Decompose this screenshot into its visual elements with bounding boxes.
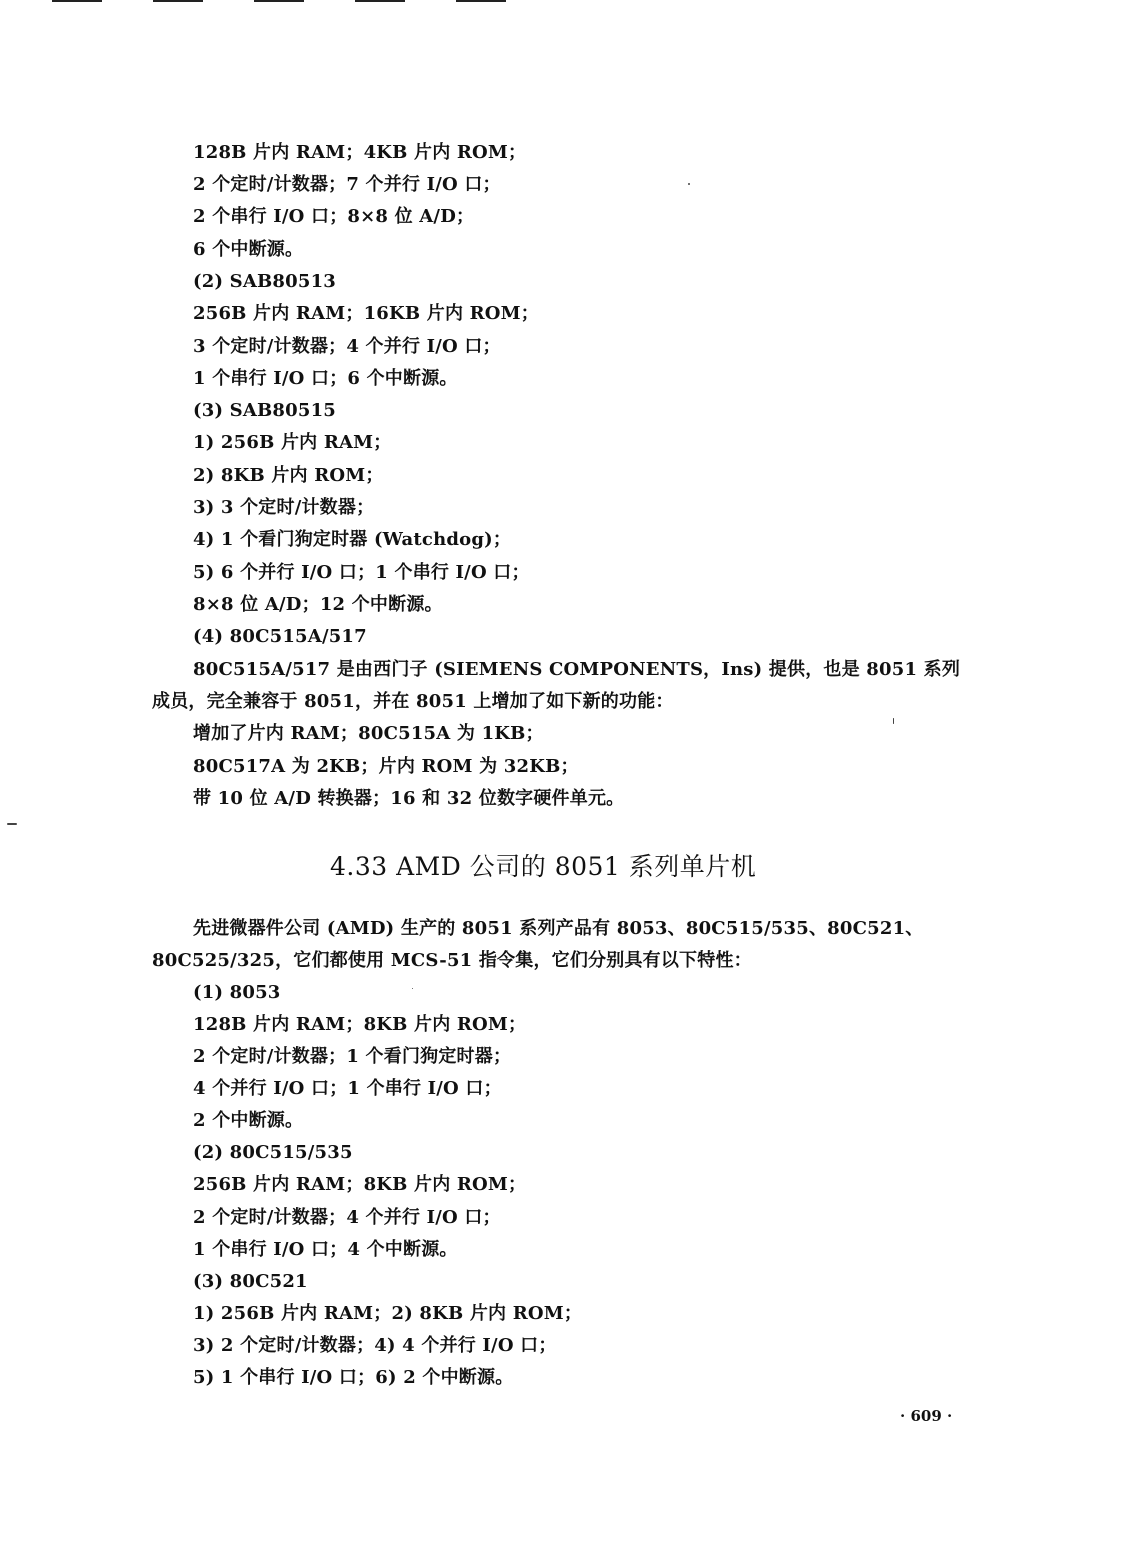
text-line: (1) 8053 [193, 982, 281, 1003]
text-line: 2 个中断源。 [193, 1110, 304, 1131]
text-line: 128B 片内 RAM；4KB 片内 ROM； [193, 142, 527, 163]
text-line: 带 10 位 A/D 转换器；16 和 32 位数字硬件单元。 [193, 788, 625, 809]
text-line: (2) SAB80513 [193, 271, 337, 292]
text-line: (3) SAB80515 [193, 400, 337, 421]
text-line: (4) 80C515A/517 [193, 626, 367, 647]
text-line: (2) 80C515/535 [193, 1142, 353, 1163]
text-line: 4) 1 个看门狗定时器 (Watchdog)； [193, 529, 512, 550]
text-line: 5) 6 个并行 I/O 口；1 个串行 I/O 口； [193, 562, 530, 583]
text-line: 4 个并行 I/O 口；1 个串行 I/O 口； [193, 1078, 502, 1099]
text-line: 6 个中断源。 [193, 239, 304, 260]
text-line: 2 个定时/计数器；1 个看门狗定时器； [193, 1046, 512, 1067]
text-line: 256B 片内 RAM；8KB 片内 ROM； [193, 1174, 527, 1195]
text-line: 3 个定时/计数器；4 个并行 I/O 口； [193, 336, 501, 357]
top-rule [355, 0, 405, 2]
text-line: 5) 1 个串行 I/O 口；6) 2 个中断源。 [193, 1367, 514, 1388]
text-line: (3) 80C521 [193, 1271, 308, 1292]
text-line: 128B 片内 RAM；8KB 片内 ROM； [193, 1014, 527, 1035]
text-line: 2) 8KB 片内 ROM； [193, 465, 384, 486]
page-number: · 609 · [900, 1407, 953, 1425]
text-line: 2 个定时/计数器；4 个并行 I/O 口； [193, 1207, 501, 1228]
text-line: 80C515A/517 是由西门子 (SIEMENS COMPONENTS，Ins) 提供，也是 8051 系列 [193, 659, 961, 680]
top-rule [456, 0, 506, 2]
scan-speck [412, 988, 413, 989]
text-line: 256B 片内 RAM；16KB 片内 ROM； [193, 303, 539, 324]
text-line: 增加了片内 RAM；80C515A 为 1KB； [193, 723, 544, 744]
text-line: 1 个串行 I/O 口；4 个中断源。 [193, 1239, 458, 1260]
text-line: 80C525/325，它们都使用 MCS-51 指令集，它们分别具有以下特性： [152, 950, 752, 971]
text-line: 先进微器件公司 (AMD) 生产的 8051 系列产品有 8053、80C515/535、80C521、 [193, 918, 924, 939]
text-line: 3) 2 个定时/计数器；4) 4 个并行 I/O 口； [193, 1335, 557, 1356]
text-line: 2 个定时/计数器；7 个并行 I/O 口； [193, 174, 501, 195]
scan-speck [893, 718, 894, 724]
text-line: 成员，完全兼容于 8051，并在 8051 上增加了如下新的功能： [152, 691, 674, 712]
scan-speck [7, 823, 17, 825]
section-title: 4.33 AMD 公司的 8051 系列单片机 [330, 852, 757, 881]
text-line: 1) 256B 片内 RAM；2) 8KB 片内 ROM； [193, 1303, 583, 1324]
text-line: 1 个串行 I/O 口；6 个中断源。 [193, 368, 458, 389]
text-line: 2 个串行 I/O 口；8×8 位 A/D； [193, 206, 475, 227]
scan-speck [688, 183, 690, 185]
top-rule [52, 0, 102, 2]
top-rule [153, 0, 203, 2]
text-line: 8×8 位 A/D；12 个中断源。 [193, 594, 443, 615]
text-line: 3) 3 个定时/计数器； [193, 497, 375, 518]
text-line: 1) 256B 片内 RAM； [193, 432, 392, 453]
text-line: 80C517A 为 2KB；片内 ROM 为 32KB； [193, 756, 579, 777]
top-rule [254, 0, 304, 2]
